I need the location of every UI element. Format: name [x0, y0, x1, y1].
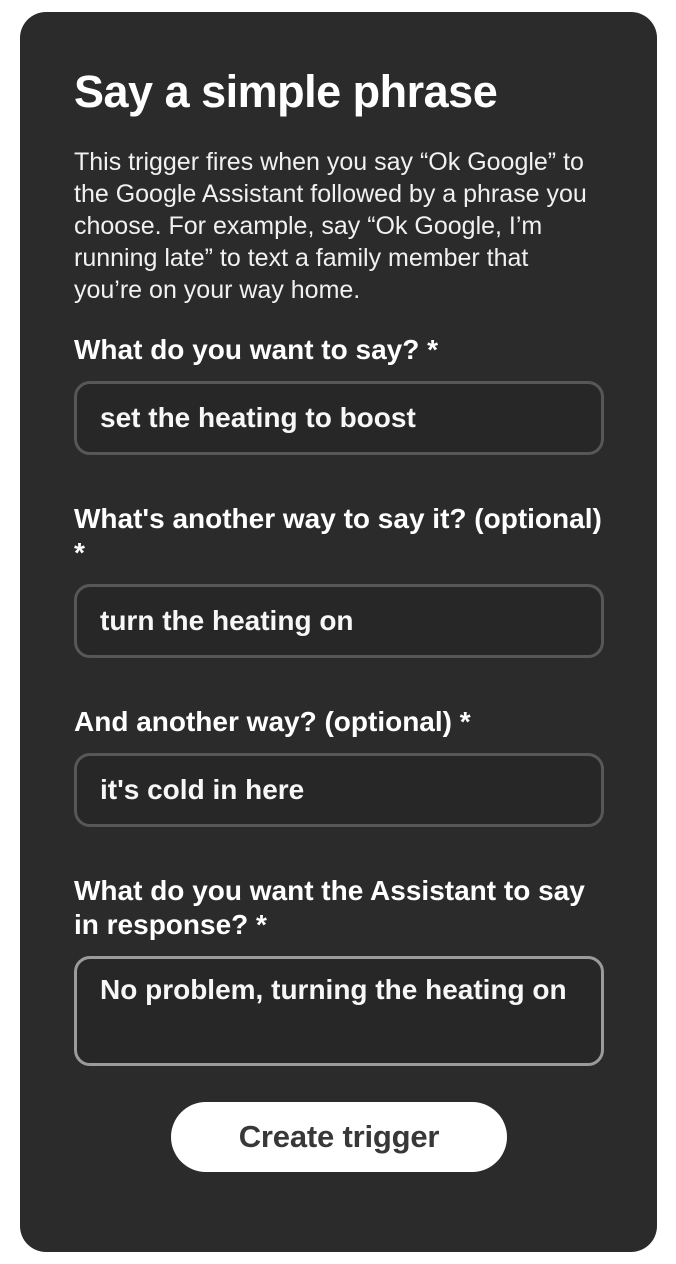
- field-label-phrase-alt-1: What's another way to say it? (optional) *: [74, 503, 602, 568]
- phrase-primary-input[interactable]: [74, 381, 604, 455]
- field-phrase-alt-1: [74, 502, 604, 658]
- assistant-response-textarea[interactable]: [74, 956, 604, 1066]
- trigger-config-card: [20, 12, 657, 1252]
- field-label-phrase-alt-2: And another way? (optional) *: [74, 706, 471, 737]
- phrase-alt-2-input[interactable]: [74, 753, 604, 827]
- field-label-assistant-response: What do you want the Assistant to say in response? *: [74, 875, 585, 940]
- field-phrase-alt-2: [74, 705, 604, 827]
- field-phrase-primary: [74, 333, 604, 455]
- field-assistant-response: [74, 874, 604, 1066]
- page-title: Say a simple phrase: [74, 66, 498, 117]
- button-row: [74, 1102, 604, 1172]
- field-label-phrase-primary: What do you want to say? *: [74, 334, 439, 365]
- phrase-alt-1-input[interactable]: [74, 584, 604, 658]
- trigger-description: This trigger fires when you say “Ok Google” to the Google Assistant followed by a phrase you choose. For example, say “Ok Google, I’m running late” to text a family member that you’re on your way home.: [74, 148, 587, 304]
- create-trigger-button[interactable]: Create trigger: [171, 1102, 507, 1172]
